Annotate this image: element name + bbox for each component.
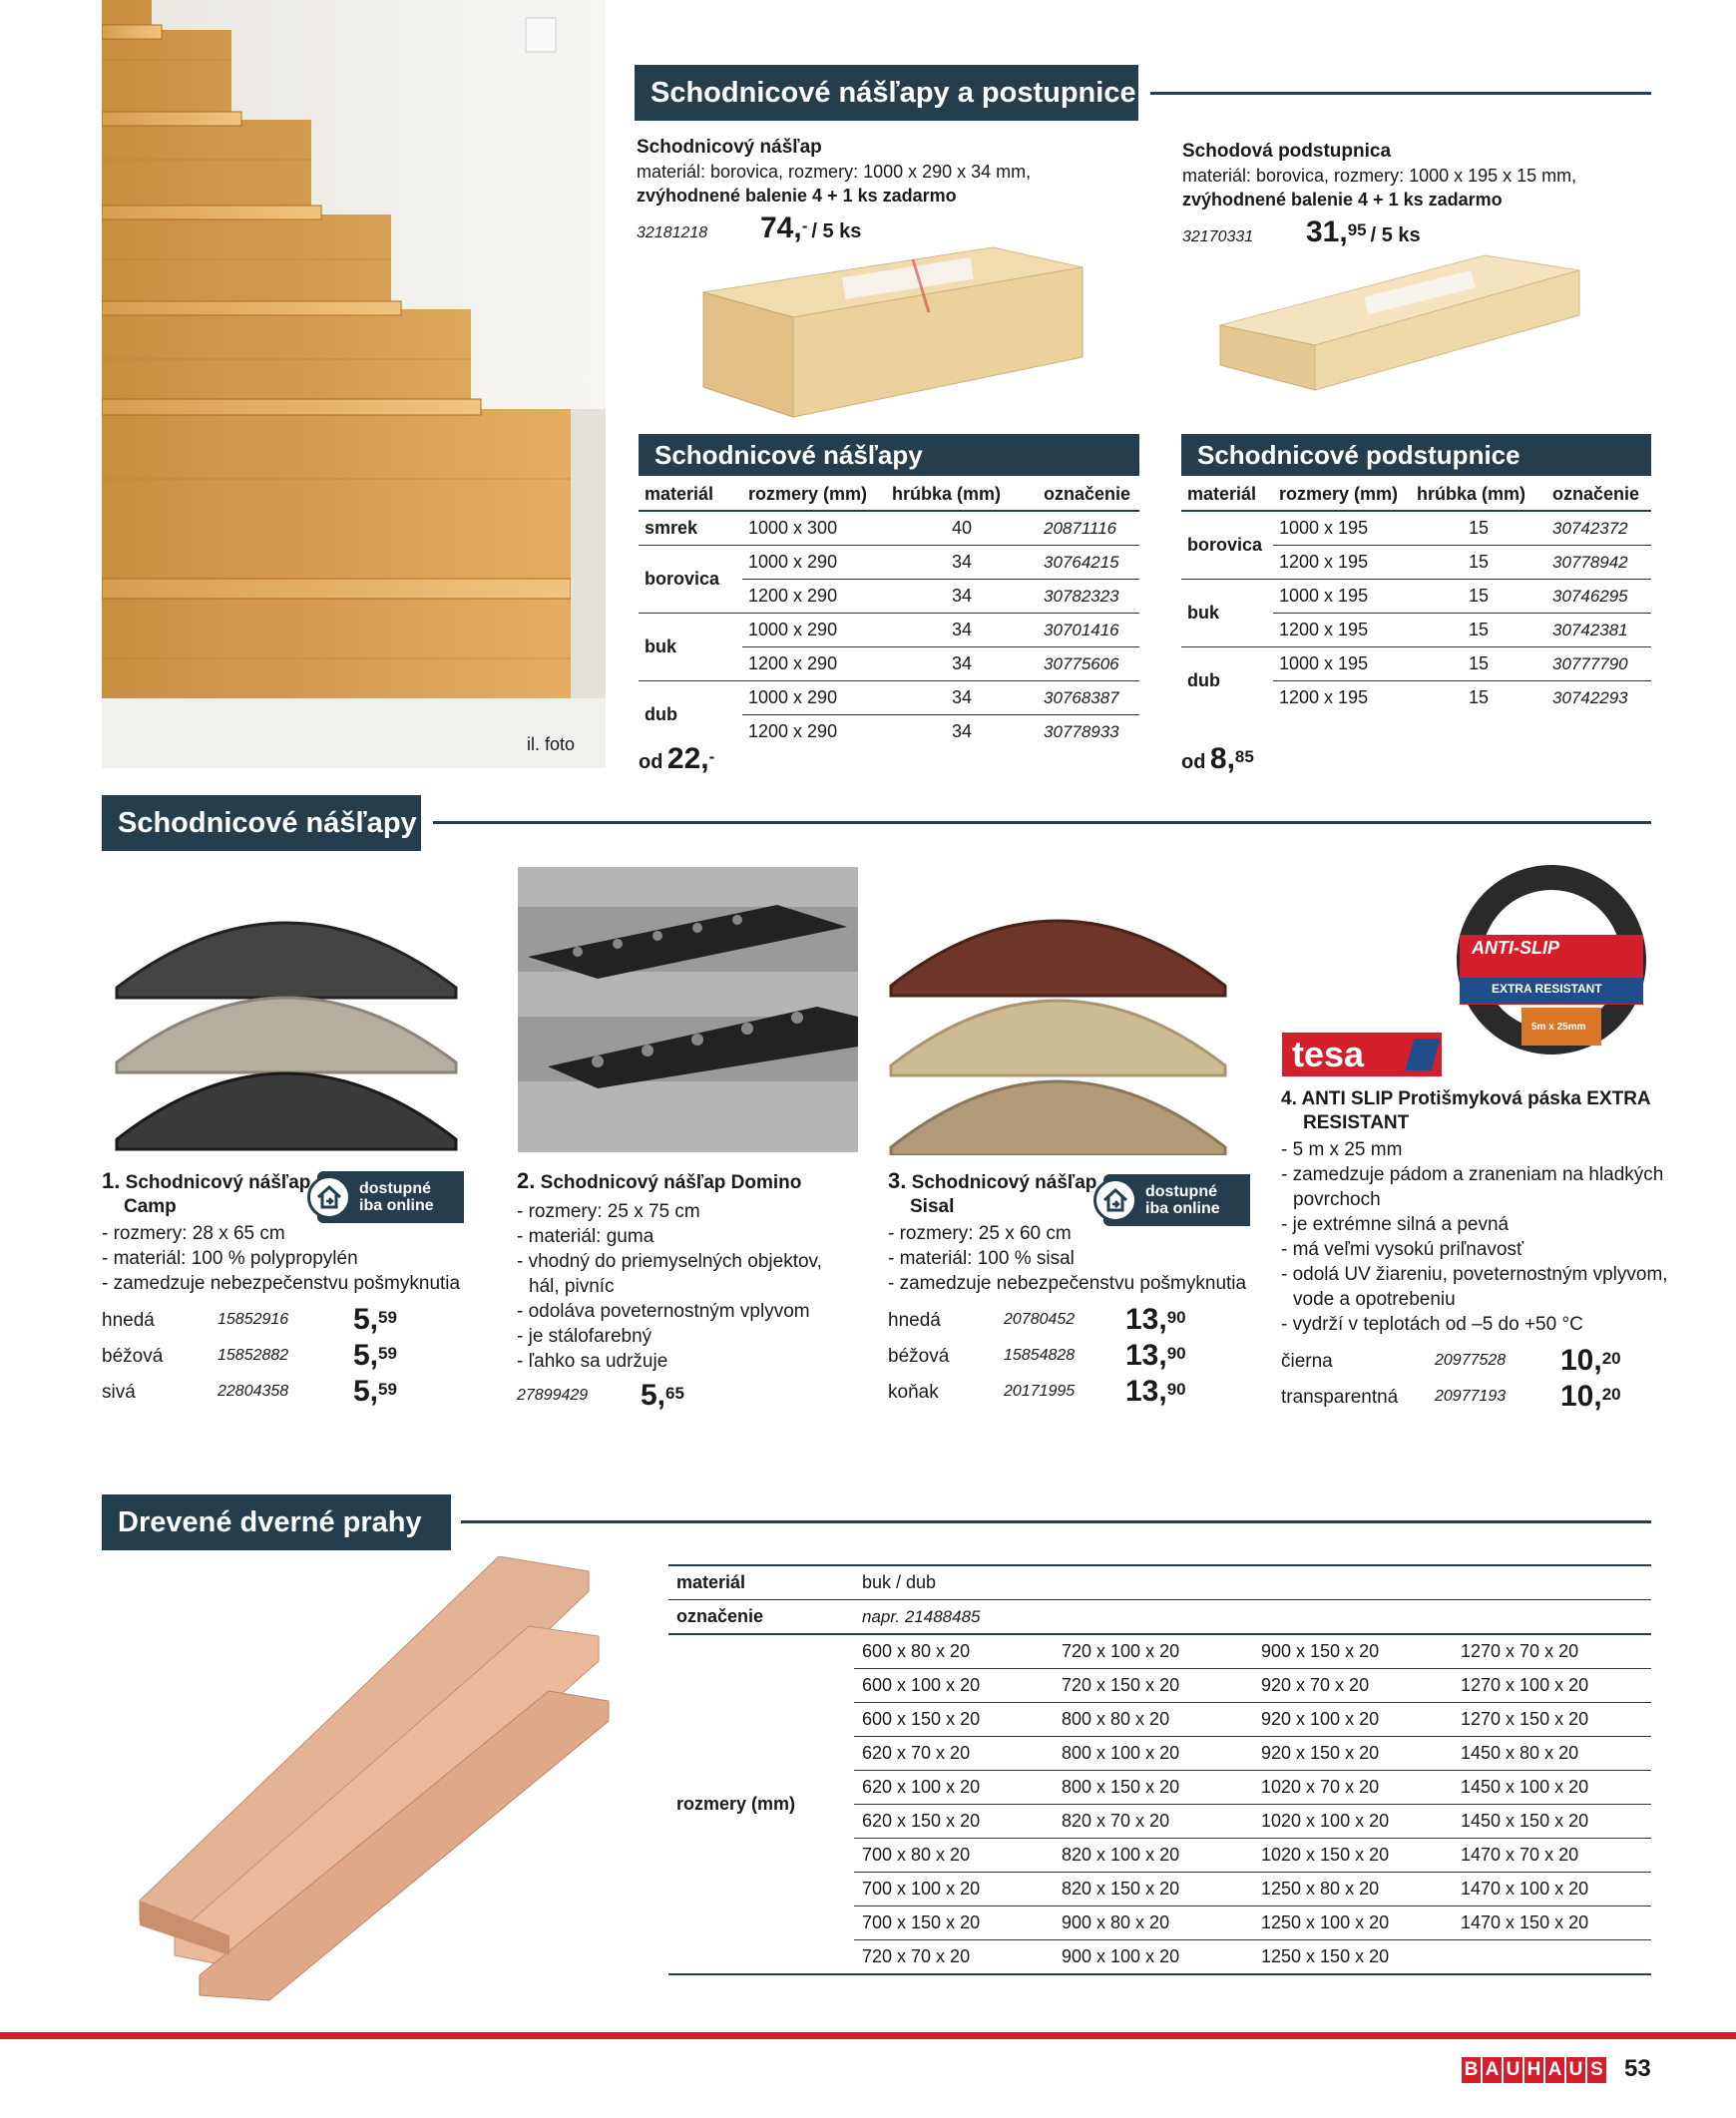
logo-letter: A: [1483, 2057, 1502, 2083]
logo-letter: A: [1545, 2057, 1564, 2083]
variant-row: koňak 20171995 13,90: [888, 1375, 1186, 1408]
tesa-logo: tesa: [1282, 1033, 1442, 1076]
section-title-treads: Schodnicové nášľapy: [102, 795, 421, 851]
variant-row: hnedá 20780452 13,90: [888, 1303, 1186, 1336]
section-title-treads-risers: Schodnicové nášľapy a postupnice: [635, 65, 1138, 121]
section-title-thresholds: Drevené dverné prahy: [102, 1494, 451, 1550]
product-name: 3. Schodnicový nášľap: [888, 1168, 1097, 1193]
col-material: materiál: [639, 478, 742, 511]
variant-row: hnedá 15852916 5,59: [102, 1303, 397, 1336]
table-row: borovica 1000 x 195 15 30742372: [1181, 511, 1651, 546]
table-row: materiál buk / dub: [668, 1565, 1651, 1600]
product-name-line2: RESISTANT: [1303, 1112, 1410, 1133]
product-name: 1. Schodnicový nášľap: [102, 1168, 311, 1193]
product-code: 32181218: [637, 224, 708, 241]
pine-tread-pack-image: [693, 237, 1087, 427]
risers-from-price: od 8,85: [1181, 742, 1254, 775]
sisal-treads-image: [886, 866, 1230, 1155]
feature-list: - rozmery: 25 x 75 cm - materiál: guma - vhodný do priemyselných objektov, hál, pivníc - odoláva poveternostným vplyvom - je stálofarebný - ľahko sa udržuje: [517, 1201, 822, 1372]
logo-letter: B: [1462, 2057, 1481, 2083]
product-domino: [517, 1169, 856, 1414]
house-icon: [314, 1182, 344, 1212]
table-row: 1200 x 195 15 30778942: [1181, 546, 1651, 580]
product-desc: materiál: borovica, rozmery: 1000 x 290 x 34 mm,: [637, 162, 1032, 182]
bauhaus-logo: [1462, 2057, 1606, 2083]
col-size: rozmery (mm): [1273, 478, 1411, 511]
section-rule: [461, 1520, 1651, 1523]
table-row: 600 x 100 x 20 720 x 150 x 20 920 x 70 x 20 1270 x 100 x 20: [668, 1669, 1651, 1703]
table-row: 700 x 80 x 20 820 x 100 x 20 1020 x 150 x 20 1470 x 70 x 20: [668, 1839, 1651, 1873]
table-row: dub 1000 x 195 15 30777790: [1181, 647, 1651, 681]
table-title-treads: Schodnicové nášľapy: [639, 434, 1139, 476]
page-number: 53: [1624, 2055, 1651, 2082]
domino-rubber-treads-image: [518, 867, 858, 1152]
table-title-risers: Schodnicové podstupnice: [1181, 434, 1651, 476]
variant-row: transparentná 20977193 10,20: [1281, 1380, 1621, 1413]
product-name: 2. Schodnicový nášľap Domino: [517, 1168, 802, 1193]
col-thickness: hrúbka (mm): [1411, 478, 1546, 511]
staircase-photo: [102, 0, 606, 768]
table-row: 1200 x 195 15 30742293: [1279, 687, 1628, 707]
product-code: 32170331: [1182, 228, 1254, 245]
product-tread: [637, 136, 1195, 243]
tesa-tape-image: [1452, 860, 1651, 1059]
risers-table: [1181, 478, 1651, 714]
product-price: 74,-: [760, 212, 808, 244]
product-unit: / 5 ks: [1370, 224, 1421, 246]
feature-list: - 5 m x 25 mm - zamedzuje pádom a zraneniam na hladkých povrchoch - je extrémne silná a pevná - má veľmi vysokú priľnavosť - odolá UV žiareniu, poveternostným vplyvom, vode a opotrebeniu - vydrží v teplotách od –5 do +50 °C: [1281, 1139, 1668, 1335]
photo-note: il. foto: [527, 734, 576, 754]
product-tesa-tape: [1281, 1087, 1680, 1415]
variant-row: béžová 15852882 5,59: [102, 1339, 397, 1372]
table-row: 1200 x 290 34 30778933: [748, 721, 1119, 741]
pine-riser-pack-image: [1215, 245, 1584, 395]
col-thickness: hrúbka (mm): [886, 478, 1038, 511]
logo-letter: U: [1504, 2057, 1522, 2083]
variant-row: sivá 22804358 5,59: [102, 1375, 397, 1408]
product-riser: [1182, 140, 1661, 247]
product-name: Schodnicový nášľap: [637, 137, 822, 158]
col-code: označenie: [1038, 478, 1139, 511]
treads-from-price: od 22,-: [639, 742, 715, 775]
house-icon: [1100, 1185, 1130, 1215]
variant-row: čierna 20977528 10,20: [1281, 1344, 1621, 1377]
product-name: Schodová podstupnica: [1182, 141, 1392, 162]
table-row: 1200 x 195 15 30742381: [1181, 614, 1651, 647]
col-size: rozmery (mm): [742, 478, 886, 511]
table-row: smrek 1000 x 300 40 20871116: [639, 511, 1139, 546]
logo-letter: H: [1524, 2057, 1543, 2083]
variant-row: 27899429 5,65: [517, 1379, 684, 1412]
table-row: buk 1000 x 195 15 30746295: [1181, 580, 1651, 614]
wooden-thresholds-image: [120, 1556, 619, 2005]
treads-table: [639, 478, 1139, 748]
table-row: 720 x 70 x 20 900 x 100 x 20 1250 x 150 x 20: [668, 1940, 1651, 1975]
product-name: 4. ANTI SLIP Protišmyková páska EXTRA: [1281, 1088, 1651, 1109]
table-row: rozmery (mm) 600 x 80 x 20 720 x 100 x 20 900 x 150 x 20 1270 x 70 x 20: [668, 1634, 1651, 1669]
col-code: označenie: [1546, 478, 1651, 511]
product-bonus: zvýhodnené balenie 4 + 1 ks zadarmo: [637, 186, 957, 206]
table-row: borovica 1000 x 290 34 30764215: [639, 546, 1139, 580]
footer-red-rule: [0, 2032, 1736, 2039]
variant-row: béžová 15854828 13,90: [888, 1339, 1186, 1372]
col-material: materiál: [1181, 478, 1273, 511]
thresholds-table: [668, 1564, 1651, 1975]
product-bonus: zvýhodnené balenie 4 + 1 ks zadarmo: [1182, 190, 1503, 210]
section-rule: [433, 821, 1651, 824]
tape-sub: EXTRA RESISTANT: [1492, 982, 1602, 996]
logo-letter: S: [1587, 2057, 1606, 2083]
logo-letter: U: [1566, 2057, 1585, 2083]
table-row: označenie napr. 21488485: [668, 1600, 1651, 1635]
table-row: buk 1000 x 290 34 30701416: [639, 614, 1139, 647]
product-desc: materiál: borovica, rozmery: 1000 x 195 x 15 mm,: [1182, 166, 1577, 186]
feature-list: - rozmery: 25 x 60 cm - materiál: 100 % sisal - zamedzuje nebezpečenstvu pošmyknutia: [888, 1223, 1247, 1294]
product-name-line2: Sisal: [910, 1196, 955, 1217]
tape-size: 5m x 25mm: [1531, 1022, 1586, 1033]
table-row: dub 1000 x 290 34 30768387: [639, 681, 1139, 715]
feature-list: - rozmery: 28 x 65 cm - materiál: 100 % polypropylén - zamedzuje nebezpečenstvu pošmyknutia: [102, 1223, 461, 1294]
tape-label: ANTI-SLIP: [1472, 938, 1559, 958]
online-only-badge: dostupné iba online: [317, 1171, 464, 1223]
table-row: 620 x 100 x 20 800 x 150 x 20 1020 x 70 x 20 1450 x 100 x 20: [668, 1771, 1651, 1805]
table-row: 1200 x 290 34 30782323: [639, 580, 1139, 614]
table-row: 620 x 150 x 20 820 x 70 x 20 1020 x 100 x 20 1450 x 150 x 20: [668, 1805, 1651, 1839]
product-name-line2: Camp: [124, 1196, 177, 1217]
online-only-badge: dostupné iba online: [1103, 1174, 1250, 1226]
product-unit: / 5 ks: [811, 220, 862, 242]
table-row: 700 x 100 x 20 820 x 150 x 20 1250 x 80 x 20 1470 x 100 x 20: [668, 1873, 1651, 1906]
product-price: 31,95: [1306, 215, 1367, 248]
table-row: 700 x 150 x 20 900 x 80 x 20 1250 x 100 x 20 1470 x 150 x 20: [668, 1906, 1651, 1940]
table-row: 1200 x 290 34 30775606: [639, 647, 1139, 681]
section-rule: [1150, 92, 1651, 95]
table-row: 600 x 150 x 20 800 x 80 x 20 920 x 100 x 20 1270 x 150 x 20: [668, 1703, 1651, 1737]
camp-carpet-treads-image: [112, 878, 461, 1152]
table-row: 620 x 70 x 20 800 x 100 x 20 920 x 150 x 20 1450 x 80 x 20: [668, 1737, 1651, 1771]
